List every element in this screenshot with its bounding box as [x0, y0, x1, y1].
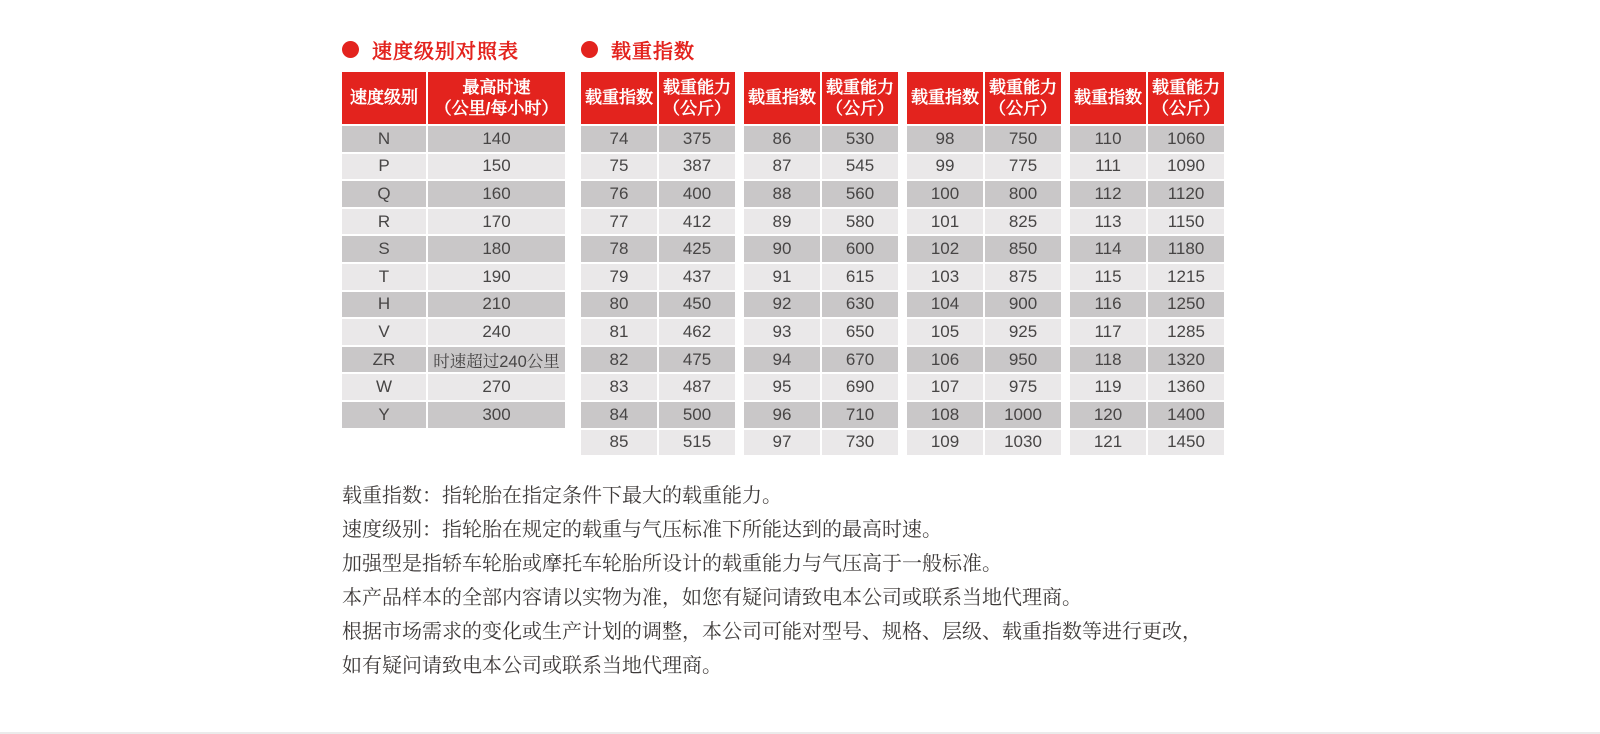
note-line: 本产品样本的全部内容请以实物为准，如您有疑问请致电本公司或联系当地代理商。 — [342, 587, 1082, 609]
load-table-title-text: 载重指数 — [611, 40, 695, 63]
column-header: 速度级别 — [342, 72, 426, 124]
table-cell: 85 — [581, 430, 657, 456]
table-cell: 111 — [1070, 154, 1146, 180]
table-cell: P — [342, 154, 426, 180]
note-line: 加强型是指轿车轮胎或摩托车轮胎所设计的载重能力与气压高于一般标准。 — [342, 553, 1002, 575]
table-cell: 825 — [985, 209, 1061, 235]
load-index-group — [1070, 72, 1224, 455]
table-cell: 670 — [822, 347, 898, 373]
speed-table-title-text: 速度级别对照表 — [372, 40, 519, 63]
column-header: 载重能力 （公斤） — [822, 72, 898, 124]
table-cell: 87 — [744, 154, 820, 180]
table-cell: 94 — [744, 347, 820, 373]
table-cell: 74 — [581, 126, 657, 152]
note-line: 根据市场需求的变化或生产计划的调整，本公司可能对型号、规格、层级、载重指数等进行更改， — [342, 621, 1202, 643]
table-cell: 375 — [659, 126, 735, 152]
table-cell: S — [342, 236, 426, 262]
table-cell: 113 — [1070, 209, 1146, 235]
table-cell: 462 — [659, 319, 735, 345]
table-cell: 475 — [659, 347, 735, 373]
table-cell: 102 — [907, 236, 983, 262]
table-cell: Q — [342, 181, 426, 207]
red-dot-icon — [581, 41, 598, 58]
table-cell: 112 — [1070, 181, 1146, 207]
table-cell: 104 — [907, 292, 983, 318]
table-cell: 150 — [428, 154, 565, 180]
table-cell: 119 — [1070, 374, 1146, 400]
table-cell: 1450 — [1148, 430, 1224, 456]
note-line: 速度级别：指轮胎在规定的载重与气压标准下所能达到的最高时速。 — [342, 519, 942, 541]
table-cell: 300 — [428, 402, 565, 428]
table-cell: 775 — [985, 154, 1061, 180]
table-cell: 121 — [1070, 430, 1146, 456]
column-header: 载重指数 — [907, 72, 983, 124]
table-cell: 1215 — [1148, 264, 1224, 290]
table-cell: 580 — [822, 209, 898, 235]
table-cell: 80 — [581, 292, 657, 318]
table-cell: 437 — [659, 264, 735, 290]
column-header: 载重指数 — [581, 72, 657, 124]
column-header: 载重指数 — [1070, 72, 1146, 124]
table-cell: 115 — [1070, 264, 1146, 290]
table-cell: 545 — [822, 154, 898, 180]
table-cell: 90 — [744, 236, 820, 262]
table-cell: 750 — [985, 126, 1061, 152]
table-cell: 1400 — [1148, 402, 1224, 428]
table-cell: 210 — [428, 292, 565, 318]
table-cell: 78 — [581, 236, 657, 262]
table-cell: 108 — [907, 402, 983, 428]
table-cell: 140 — [428, 126, 565, 152]
table-cell: 106 — [907, 347, 983, 373]
table-cell: 95 — [744, 374, 820, 400]
table-cell: 600 — [822, 236, 898, 262]
table-cell: 387 — [659, 154, 735, 180]
table-cell: 105 — [907, 319, 983, 345]
speed-table-title — [342, 38, 519, 63]
table-cell: 1285 — [1148, 319, 1224, 345]
table-cell: 530 — [822, 126, 898, 152]
table-cell: 500 — [659, 402, 735, 428]
load-index-table — [581, 72, 1224, 455]
table-cell: 925 — [985, 319, 1061, 345]
table-cell: 850 — [985, 236, 1061, 262]
table-cell: 114 — [1070, 236, 1146, 262]
table-cell: 975 — [985, 374, 1061, 400]
table-cell: W — [342, 374, 426, 400]
table-cell: 116 — [1070, 292, 1146, 318]
table-cell: 103 — [907, 264, 983, 290]
column-header: 载重能力 （公斤） — [659, 72, 735, 124]
table-cell: 110 — [1070, 126, 1146, 152]
table-cell: 400 — [659, 181, 735, 207]
table-cell: 875 — [985, 264, 1061, 290]
table-cell: 82 — [581, 347, 657, 373]
table-cell: 1180 — [1148, 236, 1224, 262]
table-cell: 240 — [428, 319, 565, 345]
table-cell: 1320 — [1148, 347, 1224, 373]
table-cell: 88 — [744, 181, 820, 207]
table-cell: 710 — [822, 402, 898, 428]
load-index-group — [744, 72, 898, 455]
table-cell: 1120 — [1148, 181, 1224, 207]
table-cell: 1030 — [985, 430, 1061, 456]
table-cell: 107 — [907, 374, 983, 400]
table-cell: 76 — [581, 181, 657, 207]
table-cell: 93 — [744, 319, 820, 345]
table-cell: 450 — [659, 292, 735, 318]
table-cell: 101 — [907, 209, 983, 235]
table-cell: V — [342, 319, 426, 345]
table-cell: 117 — [1070, 319, 1146, 345]
table-cell: 650 — [822, 319, 898, 345]
table-cell: 92 — [744, 292, 820, 318]
table-cell: 630 — [822, 292, 898, 318]
table-cell: 120 — [1070, 402, 1146, 428]
table-cell: 560 — [822, 181, 898, 207]
table-cell: 99 — [907, 154, 983, 180]
table-cell: 190 — [428, 264, 565, 290]
red-dot-icon — [342, 41, 359, 58]
table-cell: 412 — [659, 209, 735, 235]
table-cell: 79 — [581, 264, 657, 290]
table-cell: 86 — [744, 126, 820, 152]
table-cell: 487 — [659, 374, 735, 400]
table-cell: 950 — [985, 347, 1061, 373]
note-line: 如有疑问请致电本公司或联系当地代理商。 — [342, 655, 722, 677]
table-cell: 900 — [985, 292, 1061, 318]
table-cell: 109 — [907, 430, 983, 456]
table-cell: 170 — [428, 209, 565, 235]
table-cell: 100 — [907, 181, 983, 207]
table-cell: 1360 — [1148, 374, 1224, 400]
table-cell: 615 — [822, 264, 898, 290]
load-index-group — [907, 72, 1061, 455]
table-cell: ZR — [342, 347, 426, 373]
table-cell: 77 — [581, 209, 657, 235]
table-cell: 89 — [744, 209, 820, 235]
table-cell: N — [342, 126, 426, 152]
table-cell: H — [342, 292, 426, 318]
table-cell: 180 — [428, 236, 565, 262]
table-cell: Y — [342, 402, 426, 428]
table-cell: 1060 — [1148, 126, 1224, 152]
table-cell: 91 — [744, 264, 820, 290]
table-cell: 1250 — [1148, 292, 1224, 318]
table-cell: 时速超过240公里 — [428, 347, 565, 373]
speed-rating-table — [342, 72, 565, 428]
table-cell: 118 — [1070, 347, 1146, 373]
table-cell: 1000 — [985, 402, 1061, 428]
table-cell: R — [342, 209, 426, 235]
table-cell: 800 — [985, 181, 1061, 207]
table-cell: 730 — [822, 430, 898, 456]
notes-block — [342, 479, 1202, 683]
column-header: 载重能力 （公斤） — [985, 72, 1061, 124]
table-cell: 81 — [581, 319, 657, 345]
load-index-group — [581, 72, 735, 455]
table-cell: 1150 — [1148, 209, 1224, 235]
column-header: 载重能力 （公斤） — [1148, 72, 1224, 124]
table-cell: 96 — [744, 402, 820, 428]
table-cell: 160 — [428, 181, 565, 207]
table-cell: 270 — [428, 374, 565, 400]
table-cell: 98 — [907, 126, 983, 152]
table-cell: 97 — [744, 430, 820, 456]
table-cell: 425 — [659, 236, 735, 262]
load-table-title — [581, 38, 695, 63]
table-cell: 84 — [581, 402, 657, 428]
column-header: 最高时速 （公里/每小时） — [428, 72, 565, 124]
table-cell: 690 — [822, 374, 898, 400]
note-line: 载重指数：指轮胎在指定条件下最大的载重能力。 — [342, 485, 782, 507]
table-cell: 75 — [581, 154, 657, 180]
column-header: 载重指数 — [744, 72, 820, 124]
table-cell: T — [342, 264, 426, 290]
table-cell: 1090 — [1148, 154, 1224, 180]
table-cell: 515 — [659, 430, 735, 456]
table-cell: 83 — [581, 374, 657, 400]
